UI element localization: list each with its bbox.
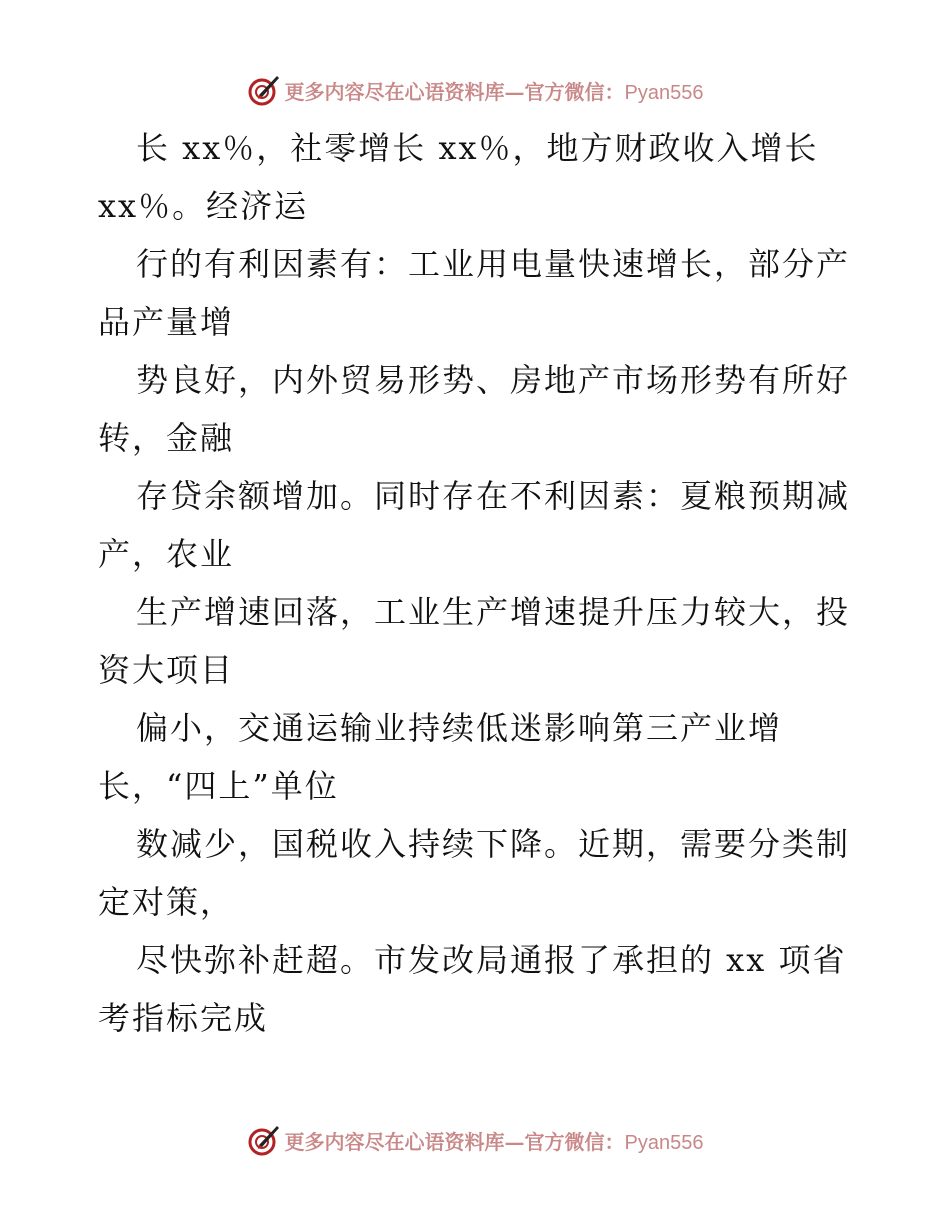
body-line: 偏小，交通运输业持续低迷影响第三产业增 <box>136 709 783 747</box>
header-banner-wechat-id: Pyan556 <box>624 81 704 104</box>
footer-banner-text <box>285 1126 704 1155</box>
body-line: 长 xx％，社零增长 xx％，地方财政收入增长 <box>136 129 819 167</box>
body-line: 品产量增 <box>98 303 235 341</box>
body-line: xx％。经济运 <box>98 187 309 225</box>
body-line: 势良好，内外贸易形势、房地产市场形势有所好 <box>136 361 851 399</box>
footer-banner-wechat-id: Pyan556 <box>624 1131 704 1154</box>
body-line: 存贷余额增加。同时存在不利因素：夏粮预期减 <box>136 477 851 515</box>
body-line: 定对策， <box>98 883 235 921</box>
body-line: 考指标完成 <box>98 999 269 1037</box>
header-banner-cn: 更多内容尽在心语资料库—官方微信： <box>284 79 625 104</box>
body-line: 资大项目 <box>98 651 235 689</box>
body-line: 行的有利因素有：工业用电量快速增长，部分产 <box>136 245 851 283</box>
footer-banner <box>0 1120 950 1160</box>
body-line: 尽快弥补赶超。市发改局通报了承担的 xx 项省 <box>136 941 847 979</box>
body-line: 长，“四上”单位 <box>98 767 339 805</box>
body-line: 产，农业 <box>98 535 235 573</box>
quill-logo-icon <box>247 1123 281 1157</box>
body-line: 转，金融 <box>98 419 235 457</box>
body-line: 生产增速回落，工业生产增速提升压力较大，投 <box>136 593 851 631</box>
body-line: 数减少，国税收入持续下降。近期，需要分类制 <box>136 825 851 863</box>
footer-banner-cn: 更多内容尽在心语资料库—官方微信： <box>284 1129 625 1154</box>
